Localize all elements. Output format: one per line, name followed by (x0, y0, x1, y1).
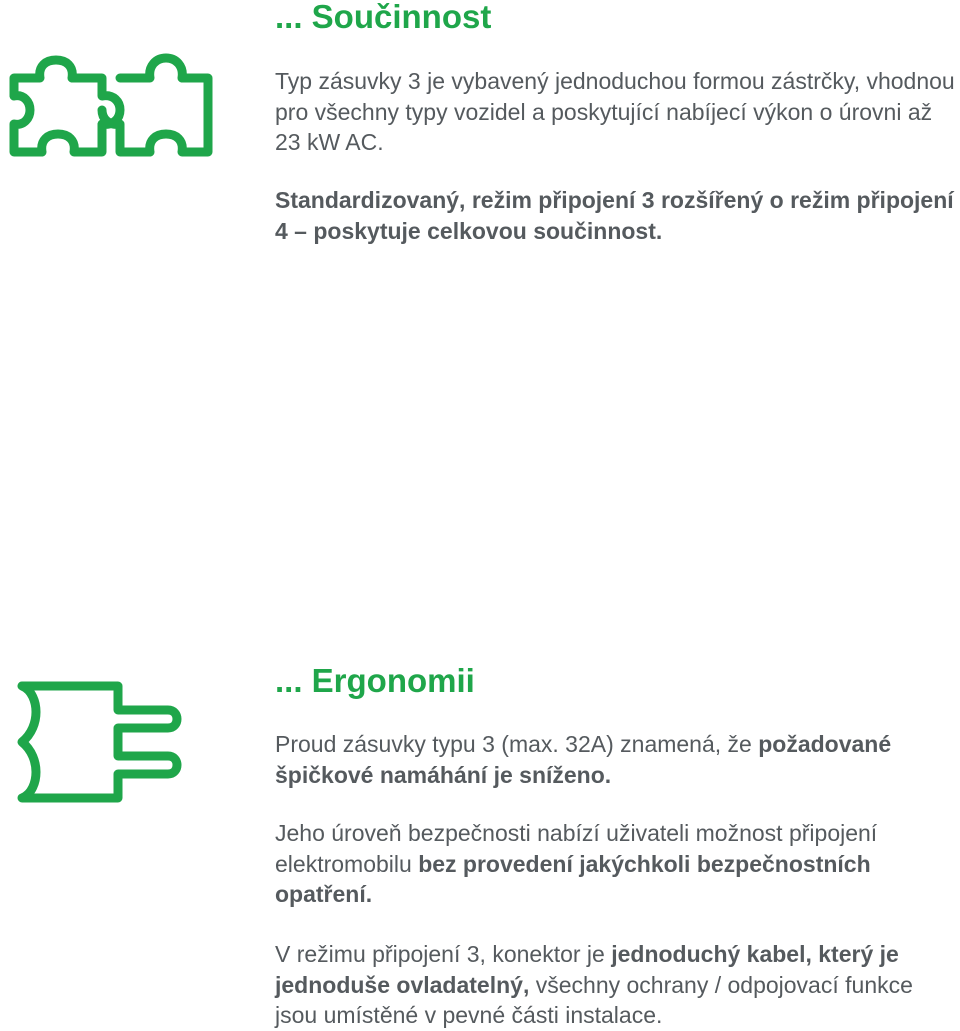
section2-paragraph-3 (275, 939, 960, 1031)
section2-paragraph-2-bold: bez provedení jakýchkoli bezpečnostních opatření. (275, 850, 871, 907)
section2-paragraph-2 (275, 818, 960, 910)
section2-paragraph-1-bold: požadované špičkové namáhání je sníženo. (275, 731, 892, 788)
section-title-soucinnost: ... Součinnost (275, 0, 492, 35)
section2-paragraph-3-text-a: V režimu připojení 3, konektor je (275, 941, 612, 967)
section2-paragraph-1-text: Proud zásuvky typu 3 (max. 32A) znamená, že (275, 731, 759, 757)
plug-icon (14, 676, 186, 808)
puzzle-icon (2, 48, 220, 163)
section2-paragraph-3-text-b: všechny ochrany / odpojovací funkce jsou umístěné v pevné části instalace. (275, 971, 913, 1028)
section1-paragraph-2: Standardizovaný, režim připojení 3 rozšířený o režim připojení 4 – poskytuje celkovou součinnost. (275, 187, 954, 244)
section-title-ergonomii: ... Ergonomii (275, 662, 475, 699)
section2-paragraph-1 (275, 729, 960, 790)
section1-paragraph-1: Typ zásuvky 3 je vybavený jednoduchou formou zástrčky, vhodnou pro všechny typy vozidel a poskytující nabíjecí výkon o úrovni až 23 kW AC. (275, 68, 955, 155)
section2-paragraph-3-bold: jednoduchý kabel, který je jednoduše ovladatelný, (275, 941, 899, 998)
section2-paragraph-2-text: Jeho úroveň bezpečnosti nabízí uživateli možnost připojení elektromobilu (275, 820, 878, 877)
